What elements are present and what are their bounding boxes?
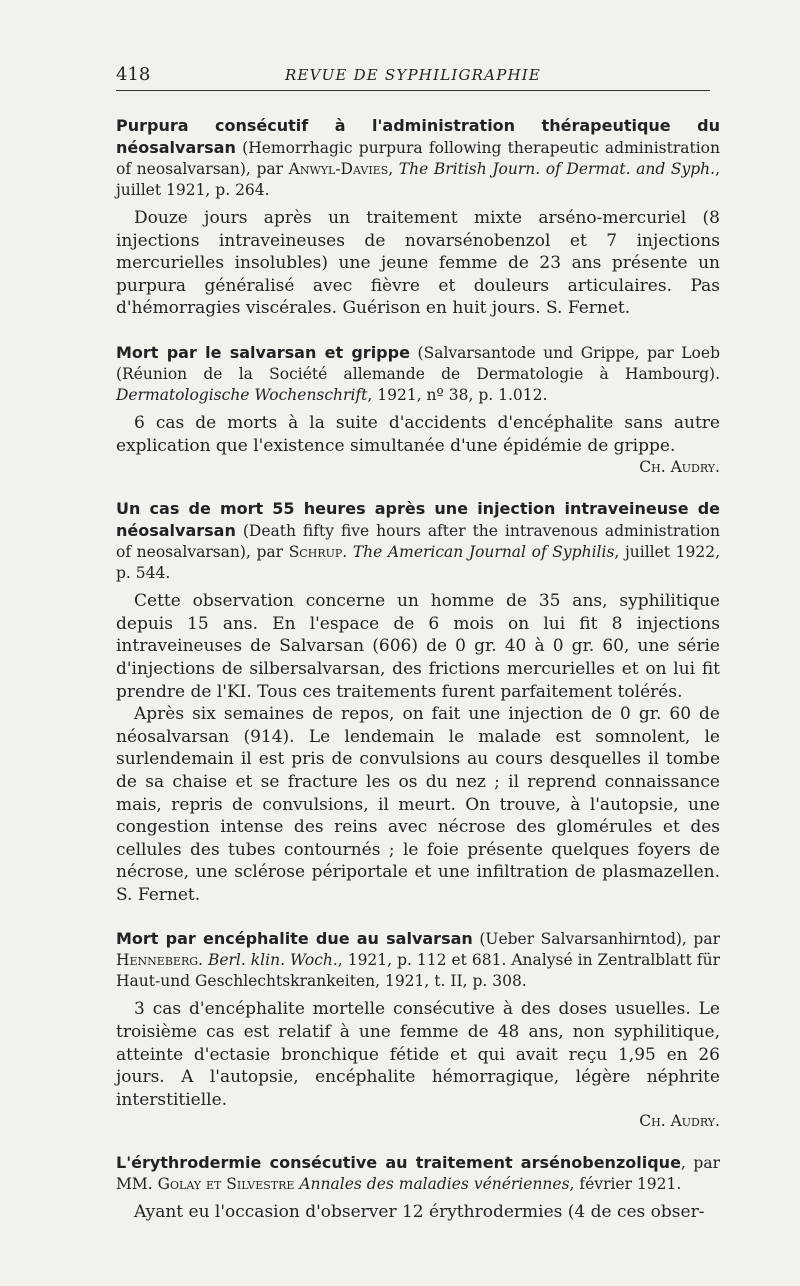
article-heading: [116, 928, 720, 992]
reference-text: ,: [388, 160, 399, 178]
paragraph: 6 cas de morts à la suite d'accidents d'encéphalite sans autre explication que l'existence simultanée d'une épidémie de grippe.: [116, 412, 720, 456]
reference-text: (Salvarsantode und Grippe, par Loeb (Réunion de la Société allemande de Dermatologie à Hambourg).: [116, 343, 720, 383]
page-header: [116, 60, 710, 91]
reference-text: .: [342, 543, 353, 562]
author-name: Henneberg: [116, 951, 199, 970]
reference-text: .: [198, 951, 208, 970]
author-name: Schrup: [288, 543, 343, 562]
author-name: Golay et Silvestre: [157, 1175, 295, 1194]
journal-name: Dermatologische Wochenschrift: [116, 385, 368, 404]
paragraph: 3 cas d'encéphalite mortelle consécutive à des doses usuelles. Le troisième cas est relatif à une femme de 48 ans, non syphilitique, atteinte d'ectasie bronchique fétide et qui avait reçu 1,95 en 26 jours. A l'autopsie, encéphalite hémorragique, légère néphrite interstitielle.: [116, 999, 720, 1110]
article-title: L'érythrodermie consécutive au traitement arsénobenzolique: [116, 1153, 681, 1173]
article-body: [116, 998, 720, 1111]
article-heading: [116, 342, 720, 406]
article-body: [116, 590, 720, 906]
article-heading: [116, 498, 720, 584]
reference-text: , juillet 1922, p. 544.: [116, 543, 720, 583]
article-title: Purpura consécutif à l'administration thérapeutique du néosalvarsan: [116, 116, 720, 157]
reference-text: (Ueber Salvarsanhirntod), par: [472, 930, 720, 949]
paragraph: Cette observation concerne un homme de 35 ans, syphilitique depuis 15 ans. En l'espace de 6 mois on lui fit 8 injections intraveineuses de Salvarsan (606) de 0 gr. 40 à 0 gr. 60, une série d'injections de silbersalvarsan, des frictions mercurielles et on lui fit prendre de l'KI. Tous ces traitements furent parfaitement tolérés.: [116, 591, 720, 702]
article-title: Mort par le salvarsan et grippe: [116, 342, 410, 362]
signature: Ch. Audry.: [639, 1112, 720, 1131]
reference-text: , par MM.: [116, 1154, 720, 1194]
reference-text: (Hemorrhagic purpura following therapeutic administration of neosalvarsan), par: [116, 139, 720, 178]
journal-name: Berl. klin. Woch.: [207, 951, 338, 970]
article-5: [116, 1152, 720, 1224]
reference-text: , juillet 1921, p. 264.: [116, 160, 721, 199]
reference-text: , 1921, p. 112 et 681. Analysé in Zentralblatt für Haut-und Geschlechtskrankeiten, 1921, t. II, p. 308.: [116, 951, 720, 991]
journal-name: Annales des maladies vénériennes: [299, 1175, 570, 1194]
article-title: Mort par encéphalite due au salvarsan: [116, 929, 473, 949]
article-3: [116, 498, 720, 906]
article-heading: [116, 115, 720, 201]
article-1: [116, 115, 720, 320]
reference-text: , 1921, nº 38, p. 1.012.: [367, 385, 548, 404]
reference-text: (Death fifty five hours after the intravenous administration of neosalvarsan), par: [116, 522, 720, 562]
page-number: 418: [116, 64, 151, 85]
article-2: [116, 342, 720, 476]
reference-text: , février 1921.: [569, 1175, 682, 1194]
article-4: [116, 928, 720, 1130]
article-heading: [116, 1152, 720, 1195]
article-body: [116, 207, 720, 320]
author-name: Anwyl-Davies: [288, 160, 389, 178]
paragraph: Ayant eu l'occasion d'observer 12 érythrodermies (4 de ces obser-: [134, 1202, 705, 1223]
article-body: [116, 1201, 720, 1224]
page-content: [116, 115, 720, 1246]
article-body: [116, 412, 720, 457]
journal-name: The American Journal of Syphilis: [352, 543, 615, 562]
running-title: REVUE DE SYPHILIGRAPHIE: [284, 66, 542, 84]
journal-name: The British Journ. of Dermat. and Syph.: [398, 160, 716, 178]
signature: Ch. Audry.: [639, 458, 720, 477]
paragraph: Douze jours après un traitement mixte arséno-mercuriel (8 injections intraveineuses de novarsénobenzol et 7 injections mercurielles insolubles) une jeune femme de 23 ans présente un purpura généralisé avec fièvre et douleurs articulaires. Pas d'hémorragies viscérales. Guérison en huit jours. S. Fernet.: [116, 208, 720, 319]
paragraph: Après six semaines de repos, on fait une injection de 0 gr. 60 de néosalvarsan (914). Le lendemain le malade est somnolent, le surlendemain il est pris de convulsions au cours desquelles il tombe de sa chaise et se fracture les os du nez ; il reprend connaissance mais, repris de convulsions, il meurt. On trouve, à l'autopsie, une congestion intense des reins avec nécrose des glomérules et des cellules des tubes contournés ; le foie présente quelques foyers de nécrose, une sclérose périportale et une infiltration de plasmazellen. S. Fernet.: [116, 704, 720, 905]
article-title: Un cas de mort 55 heures après une injection intraveineuse de néosalvarsan: [116, 499, 720, 541]
